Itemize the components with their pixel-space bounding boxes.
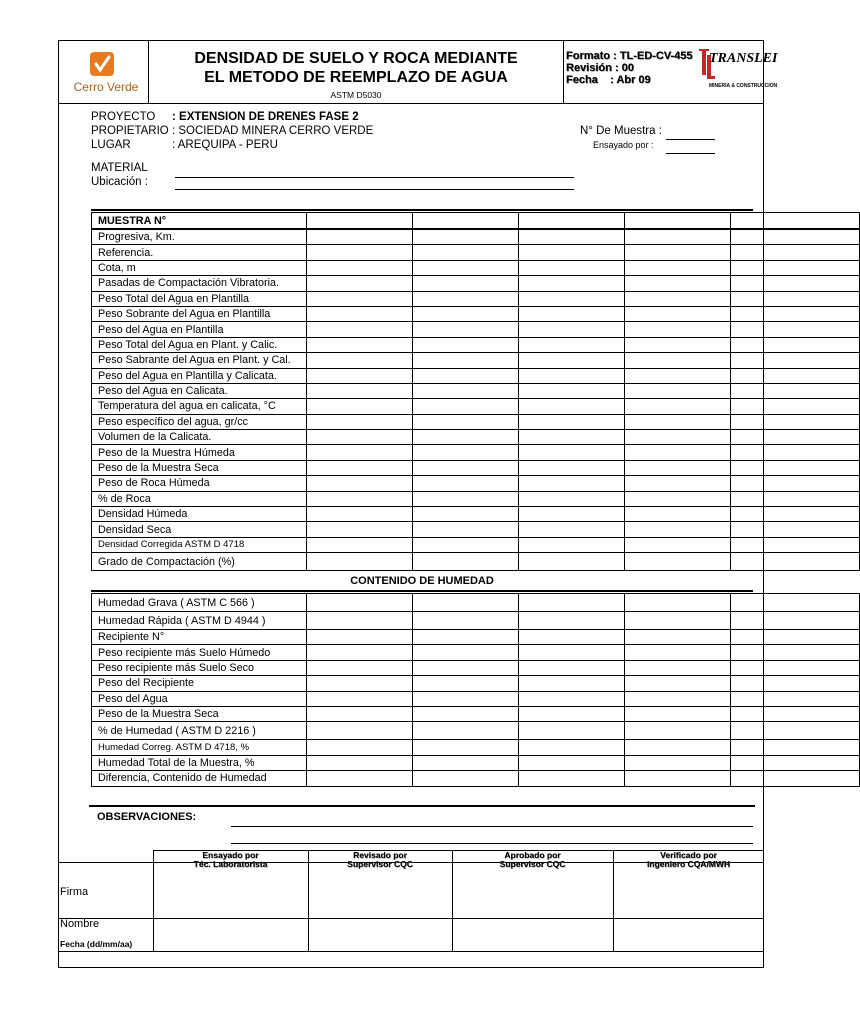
row-label: Grado de Compactación (%): [92, 553, 307, 571]
table-row: [92, 245, 860, 260]
muestra-cell[interactable]: [413, 213, 519, 230]
value-cell[interactable]: [731, 755, 860, 770]
value-cell[interactable]: [413, 771, 519, 786]
row-label: Humedad Grava ( ASTM C 566 ): [92, 594, 307, 612]
value-cell[interactable]: [519, 676, 625, 691]
value-cell[interactable]: [625, 322, 731, 337]
value-cell[interactable]: [519, 430, 625, 445]
header-divider-right: [563, 40, 564, 103]
value-cell[interactable]: [307, 229, 413, 245]
row-label: Peso del Agua en Plantilla y Calicata.: [92, 368, 307, 383]
value-cell[interactable]: [413, 722, 519, 740]
value-cell[interactable]: [731, 660, 860, 675]
value-cell[interactable]: [413, 740, 519, 755]
ensayado-por-field[interactable]: [666, 153, 715, 154]
row-label: Pasadas de Compactación Vibratoria.: [92, 276, 307, 291]
value-cell[interactable]: [519, 368, 625, 383]
value-cell[interactable]: [413, 645, 519, 660]
revision: Revisión : 00: [566, 62, 634, 74]
value-cell[interactable]: [625, 414, 731, 429]
value-cell[interactable]: [731, 399, 860, 414]
row-label: Peso Sobrante del Agua en Plantilla: [92, 306, 307, 321]
row-label: Humedad Correg. ASTM D 4718, %: [92, 740, 307, 755]
row-label: Progresiva, Km.: [92, 229, 307, 245]
row-label: Peso Sabrante del Agua en Plant. y Cal.: [92, 353, 307, 368]
signature-row-line-1: [58, 918, 764, 919]
value-cell[interactable]: [731, 491, 860, 506]
row-label: Peso específico del agua, gr/cc: [92, 414, 307, 429]
observaciones-line-1[interactable]: [231, 826, 753, 827]
value-cell[interactable]: [413, 553, 519, 571]
value-cell[interactable]: [519, 645, 625, 660]
value-cell[interactable]: [307, 276, 413, 291]
row-label: Temperatura del agua en calicata, °C: [92, 399, 307, 414]
row-label: % de Humedad ( ASTM D 2216 ): [92, 722, 307, 740]
row-label: Peso de la Muestra Seca: [92, 460, 307, 475]
header-divider: [58, 103, 764, 104]
value-cell[interactable]: [519, 755, 625, 770]
translei-logo-subtext: MINERIA & CONSTRUCCION: [709, 83, 778, 89]
lugar-label: LUGAR: [91, 139, 131, 151]
row-label: Cota, m: [92, 260, 307, 275]
row-label: Peso recipiente más Suelo Seco: [92, 660, 307, 675]
cerro-verde-logo: [68, 50, 144, 98]
value-cell[interactable]: [413, 291, 519, 306]
value-cell[interactable]: [413, 260, 519, 275]
value-cell[interactable]: [731, 445, 860, 460]
table-row: [92, 322, 860, 337]
value-cell[interactable]: [307, 612, 413, 630]
value-cell[interactable]: [625, 430, 731, 445]
value-cell[interactable]: [625, 691, 731, 706]
value-cell[interactable]: [413, 245, 519, 260]
value-cell[interactable]: [519, 612, 625, 630]
value-cell[interactable]: [731, 229, 860, 245]
sig-head-line1: Revisado por: [353, 850, 407, 860]
value-cell[interactable]: [519, 353, 625, 368]
row-label: Peso de la Muestra Seca: [92, 706, 307, 721]
value-cell[interactable]: [307, 691, 413, 706]
value-cell[interactable]: [413, 691, 519, 706]
value-cell[interactable]: [307, 553, 413, 571]
value-cell[interactable]: [731, 522, 860, 537]
value-cell[interactable]: [307, 337, 413, 352]
value-cell[interactable]: [625, 306, 731, 321]
proyecto-value: : EXTENSION DE DRENES FASE 2: [172, 111, 359, 123]
table-row: [92, 276, 860, 291]
fecha-label: Fecha (dd/mm/aa): [60, 939, 133, 949]
value-cell[interactable]: [519, 553, 625, 571]
value-cell[interactable]: [307, 630, 413, 645]
table-row: [92, 460, 860, 475]
cerro-verde-logo-text: Cerro Verde: [73, 80, 139, 94]
value-cell[interactable]: [519, 399, 625, 414]
value-cell[interactable]: [307, 414, 413, 429]
value-cell[interactable]: [307, 260, 413, 275]
row-label: Densidad Húmeda: [92, 507, 307, 522]
value-cell[interactable]: [519, 706, 625, 721]
value-cell[interactable]: [413, 522, 519, 537]
table-row: [92, 368, 860, 383]
value-cell[interactable]: [307, 491, 413, 506]
muestra-cell[interactable]: [731, 213, 860, 230]
value-cell[interactable]: [413, 276, 519, 291]
format-date: Fecha : Abr 09: [566, 74, 651, 86]
value-cell[interactable]: [519, 491, 625, 506]
value-cell[interactable]: [625, 722, 731, 740]
page-title-line2: EL METODO DE REEMPLAZO DE AGUA: [204, 69, 508, 86]
value-cell[interactable]: [625, 740, 731, 755]
value-cell[interactable]: [413, 507, 519, 522]
value-cell[interactable]: [731, 430, 860, 445]
observaciones-top-border: [89, 805, 755, 807]
value-cell[interactable]: [519, 414, 625, 429]
value-cell[interactable]: [625, 706, 731, 721]
value-cell[interactable]: [625, 383, 731, 398]
value-cell[interactable]: [731, 691, 860, 706]
value-cell[interactable]: [731, 245, 860, 260]
value-cell[interactable]: [519, 476, 625, 491]
value-cell[interactable]: [731, 507, 860, 522]
value-cell[interactable]: [625, 368, 731, 383]
value-cell[interactable]: [519, 322, 625, 337]
value-cell[interactable]: [731, 414, 860, 429]
revisado-por-head: [308, 851, 452, 869]
row-label: Densidad Corregida ASTM D 4718: [92, 537, 307, 552]
table-row: [92, 660, 860, 675]
table-row: [92, 645, 860, 660]
value-cell[interactable]: [625, 260, 731, 275]
value-cell[interactable]: [307, 476, 413, 491]
value-cell[interactable]: [413, 476, 519, 491]
table-row: [92, 399, 860, 414]
sig-head-line2: Supervisor CQC: [347, 859, 413, 869]
sig-head-line1: Ensayado por: [202, 850, 259, 860]
aprobado-por-head: [452, 851, 613, 869]
value-cell[interactable]: [625, 660, 731, 675]
value-cell[interactable]: [413, 306, 519, 321]
value-cell[interactable]: [519, 660, 625, 675]
value-cell[interactable]: [413, 612, 519, 630]
sig-head-line1: Aprobado por: [504, 850, 561, 860]
value-cell[interactable]: [413, 368, 519, 383]
value-cell[interactable]: [731, 322, 860, 337]
row-label: Peso del Agua en Calicata.: [92, 383, 307, 398]
value-cell[interactable]: [307, 755, 413, 770]
header-divider-left: [148, 40, 149, 103]
firma-label: Firma: [60, 886, 89, 898]
value-cell[interactable]: [307, 676, 413, 691]
value-cell[interactable]: [307, 460, 413, 475]
value-cell[interactable]: [413, 445, 519, 460]
muestra-cell[interactable]: [307, 213, 413, 230]
table-row: [92, 383, 860, 398]
numero-muestra-field[interactable]: [666, 139, 715, 140]
value-cell[interactable]: [731, 306, 860, 321]
value-cell[interactable]: [625, 291, 731, 306]
value-cell[interactable]: [731, 460, 860, 475]
ubicacion-label: Ubicación :: [91, 176, 148, 188]
row-label: Peso del Recipiente: [92, 676, 307, 691]
value-cell[interactable]: [519, 260, 625, 275]
table-row: [92, 740, 860, 755]
value-cell[interactable]: [731, 537, 860, 552]
table-row: [92, 229, 860, 245]
value-cell[interactable]: [731, 630, 860, 645]
value-cell[interactable]: [307, 522, 413, 537]
value-cell[interactable]: [731, 368, 860, 383]
value-cell[interactable]: [731, 594, 860, 612]
table-row: [92, 612, 860, 630]
muestra-cell[interactable]: [519, 213, 625, 230]
muestra-cell[interactable]: [625, 213, 731, 230]
sig-head-line2: Ingeniero CQA/MWH: [646, 859, 731, 869]
table1-top-border: [91, 209, 753, 211]
ensayado-por-label: Ensayado por :: [593, 140, 654, 150]
value-cell[interactable]: [625, 460, 731, 475]
value-cell[interactable]: [519, 522, 625, 537]
value-cell[interactable]: [625, 491, 731, 506]
value-cell[interactable]: [413, 322, 519, 337]
row-label: Peso recipiente más Suelo Húmedo: [92, 645, 307, 660]
value-cell[interactable]: [307, 368, 413, 383]
value-cell[interactable]: [625, 276, 731, 291]
table-row: [92, 691, 860, 706]
value-cell[interactable]: [413, 399, 519, 414]
value-cell[interactable]: [625, 771, 731, 786]
value-cell[interactable]: [625, 399, 731, 414]
table-row: [92, 755, 860, 770]
sig-head-line1: Verificado por: [660, 850, 717, 860]
value-cell[interactable]: [519, 771, 625, 786]
value-cell[interactable]: [519, 537, 625, 552]
row-label: Diferencia, Contenido de Humedad: [92, 771, 307, 786]
row-label: Densidad Seca: [92, 522, 307, 537]
table-row: [92, 553, 860, 571]
row-label: Peso de la Muestra Húmeda: [92, 445, 307, 460]
value-cell[interactable]: [625, 612, 731, 630]
sig-head-line2: Téc. Laboratorista: [193, 859, 268, 869]
table-header-row: [92, 213, 860, 230]
value-cell[interactable]: [731, 706, 860, 721]
value-cell[interactable]: [413, 660, 519, 675]
value-cell[interactable]: [731, 353, 860, 368]
value-cell[interactable]: [307, 594, 413, 612]
densidad-table: [91, 212, 860, 571]
table-row: [92, 337, 860, 352]
numero-muestra-label: N° De Muestra :: [580, 125, 662, 137]
ubicacion-field[interactable]: [175, 189, 574, 190]
value-cell[interactable]: [519, 460, 625, 475]
value-cell[interactable]: [731, 276, 860, 291]
value-cell[interactable]: [731, 740, 860, 755]
lugar-value: : AREQUIPA - PERU: [172, 139, 278, 151]
humedad-table: [91, 593, 860, 787]
table-row: [92, 414, 860, 429]
value-cell[interactable]: [519, 507, 625, 522]
value-cell[interactable]: [519, 691, 625, 706]
observaciones-line-2[interactable]: [231, 843, 753, 844]
value-cell[interactable]: [625, 337, 731, 352]
muestra-header: MUESTRA N°: [92, 213, 307, 230]
value-cell[interactable]: [625, 522, 731, 537]
value-cell[interactable]: [413, 537, 519, 552]
value-cell[interactable]: [625, 594, 731, 612]
value-cell[interactable]: [307, 771, 413, 786]
value-cell[interactable]: [307, 706, 413, 721]
table-row: [92, 491, 860, 506]
value-cell[interactable]: [625, 537, 731, 552]
table-row: [92, 594, 860, 612]
value-cell[interactable]: [413, 414, 519, 429]
format-code: Formato : TL-ED-CV-455: [566, 50, 693, 62]
row-label: % de Roca: [92, 491, 307, 506]
material-field[interactable]: [175, 177, 574, 178]
value-cell[interactable]: [307, 445, 413, 460]
value-cell[interactable]: [307, 507, 413, 522]
value-cell[interactable]: [625, 507, 731, 522]
value-cell[interactable]: [519, 383, 625, 398]
value-cell[interactable]: [519, 245, 625, 260]
table-row: [92, 430, 860, 445]
translei-logo-text: TRANSLEI: [709, 51, 778, 66]
value-cell[interactable]: [307, 353, 413, 368]
value-cell[interactable]: [413, 460, 519, 475]
value-cell[interactable]: [413, 337, 519, 352]
row-label: Referencia.: [92, 245, 307, 260]
value-cell[interactable]: [731, 676, 860, 691]
row-label: Peso Total del Agua en Plant. y Calic.: [92, 337, 307, 352]
table-row: [92, 445, 860, 460]
ensayado-por-head: [153, 851, 308, 869]
value-cell[interactable]: [307, 537, 413, 552]
value-cell[interactable]: [307, 383, 413, 398]
value-cell[interactable]: [307, 291, 413, 306]
row-label: Peso del Agua en Plantilla: [92, 322, 307, 337]
row-label: Humedad Rápida ( ASTM D 4944 ): [92, 612, 307, 630]
table-row: [92, 306, 860, 321]
translei-logo: [697, 45, 778, 99]
row-label: Volumen de la Calicata.: [92, 430, 307, 445]
value-cell[interactable]: [731, 260, 860, 275]
value-cell[interactable]: [413, 229, 519, 245]
value-cell[interactable]: [731, 771, 860, 786]
value-cell[interactable]: [413, 353, 519, 368]
value-cell[interactable]: [307, 740, 413, 755]
value-cell[interactable]: [413, 430, 519, 445]
page-title-line1: DENSIDAD DE SUELO Y ROCA MEDIANTE: [194, 50, 518, 67]
verificado-por-head: [613, 851, 764, 869]
table-row: [92, 260, 860, 275]
value-cell[interactable]: [731, 612, 860, 630]
value-cell[interactable]: [413, 676, 519, 691]
value-cell[interactable]: [413, 755, 519, 770]
value-cell[interactable]: [731, 722, 860, 740]
propietario-value: : SOCIEDAD MINERA CERRO VERDE: [172, 125, 374, 137]
value-cell[interactable]: [413, 491, 519, 506]
value-cell[interactable]: [413, 594, 519, 612]
value-cell[interactable]: [625, 476, 731, 491]
value-cell[interactable]: [307, 322, 413, 337]
table-row: [92, 522, 860, 537]
value-cell[interactable]: [519, 229, 625, 245]
value-cell[interactable]: [307, 399, 413, 414]
value-cell[interactable]: [307, 645, 413, 660]
value-cell[interactable]: [731, 553, 860, 571]
value-cell[interactable]: [413, 630, 519, 645]
table-row: [92, 706, 860, 721]
table-row: [92, 476, 860, 491]
value-cell[interactable]: [731, 476, 860, 491]
table-row: [92, 353, 860, 368]
table-row: [92, 537, 860, 552]
value-cell[interactable]: [625, 245, 731, 260]
value-cell[interactable]: [731, 645, 860, 660]
value-cell[interactable]: [519, 722, 625, 740]
value-cell[interactable]: [625, 445, 731, 460]
value-cell[interactable]: [519, 291, 625, 306]
table-row: [92, 676, 860, 691]
value-cell[interactable]: [307, 306, 413, 321]
proyecto-label: PROYECTO: [91, 111, 156, 123]
contenido-humedad-title: CONTENIDO DE HUMEDAD: [350, 575, 494, 587]
table-row: [92, 507, 860, 522]
row-label: Peso Total del Agua en Plantilla: [92, 291, 307, 306]
table-row: [92, 771, 860, 786]
value-cell[interactable]: [625, 630, 731, 645]
value-cell[interactable]: [519, 445, 625, 460]
value-cell[interactable]: [307, 430, 413, 445]
material-label: MATERIAL: [91, 162, 148, 174]
value-cell[interactable]: [625, 353, 731, 368]
row-label: Peso del Agua: [92, 691, 307, 706]
row-label: Recipiente N°: [92, 630, 307, 645]
propietario-label: PROPIETARIO: [91, 125, 169, 137]
signature-row-line-2: [58, 951, 764, 952]
value-cell[interactable]: [625, 229, 731, 245]
value-cell[interactable]: [307, 660, 413, 675]
table-row: [92, 630, 860, 645]
value-cell[interactable]: [519, 337, 625, 352]
sig-head-line2: Supervisor CQC: [499, 859, 566, 869]
value-cell[interactable]: [519, 276, 625, 291]
value-cell[interactable]: [625, 645, 731, 660]
value-cell[interactable]: [731, 337, 860, 352]
value-cell[interactable]: [307, 722, 413, 740]
value-cell[interactable]: [413, 706, 519, 721]
value-cell[interactable]: [625, 676, 731, 691]
value-cell[interactable]: [625, 755, 731, 770]
table-row: [92, 722, 860, 740]
value-cell[interactable]: [519, 594, 625, 612]
nombre-label: Nombre: [60, 918, 100, 930]
value-cell[interactable]: [413, 383, 519, 398]
observaciones-label: OBSERVACIONES:: [97, 811, 197, 823]
value-cell[interactable]: [519, 740, 625, 755]
row-label: Humedad Total de la Muestra, %: [92, 755, 307, 770]
table2-top-border: [91, 590, 753, 592]
row-label: Peso de Roca Húmeda: [92, 476, 307, 491]
value-cell[interactable]: [731, 291, 860, 306]
value-cell[interactable]: [731, 383, 860, 398]
value-cell[interactable]: [519, 630, 625, 645]
table-row: [92, 291, 860, 306]
astm-standard: ASTM D5030: [330, 90, 382, 100]
value-cell[interactable]: [625, 553, 731, 571]
value-cell[interactable]: [307, 245, 413, 260]
value-cell[interactable]: [519, 306, 625, 321]
